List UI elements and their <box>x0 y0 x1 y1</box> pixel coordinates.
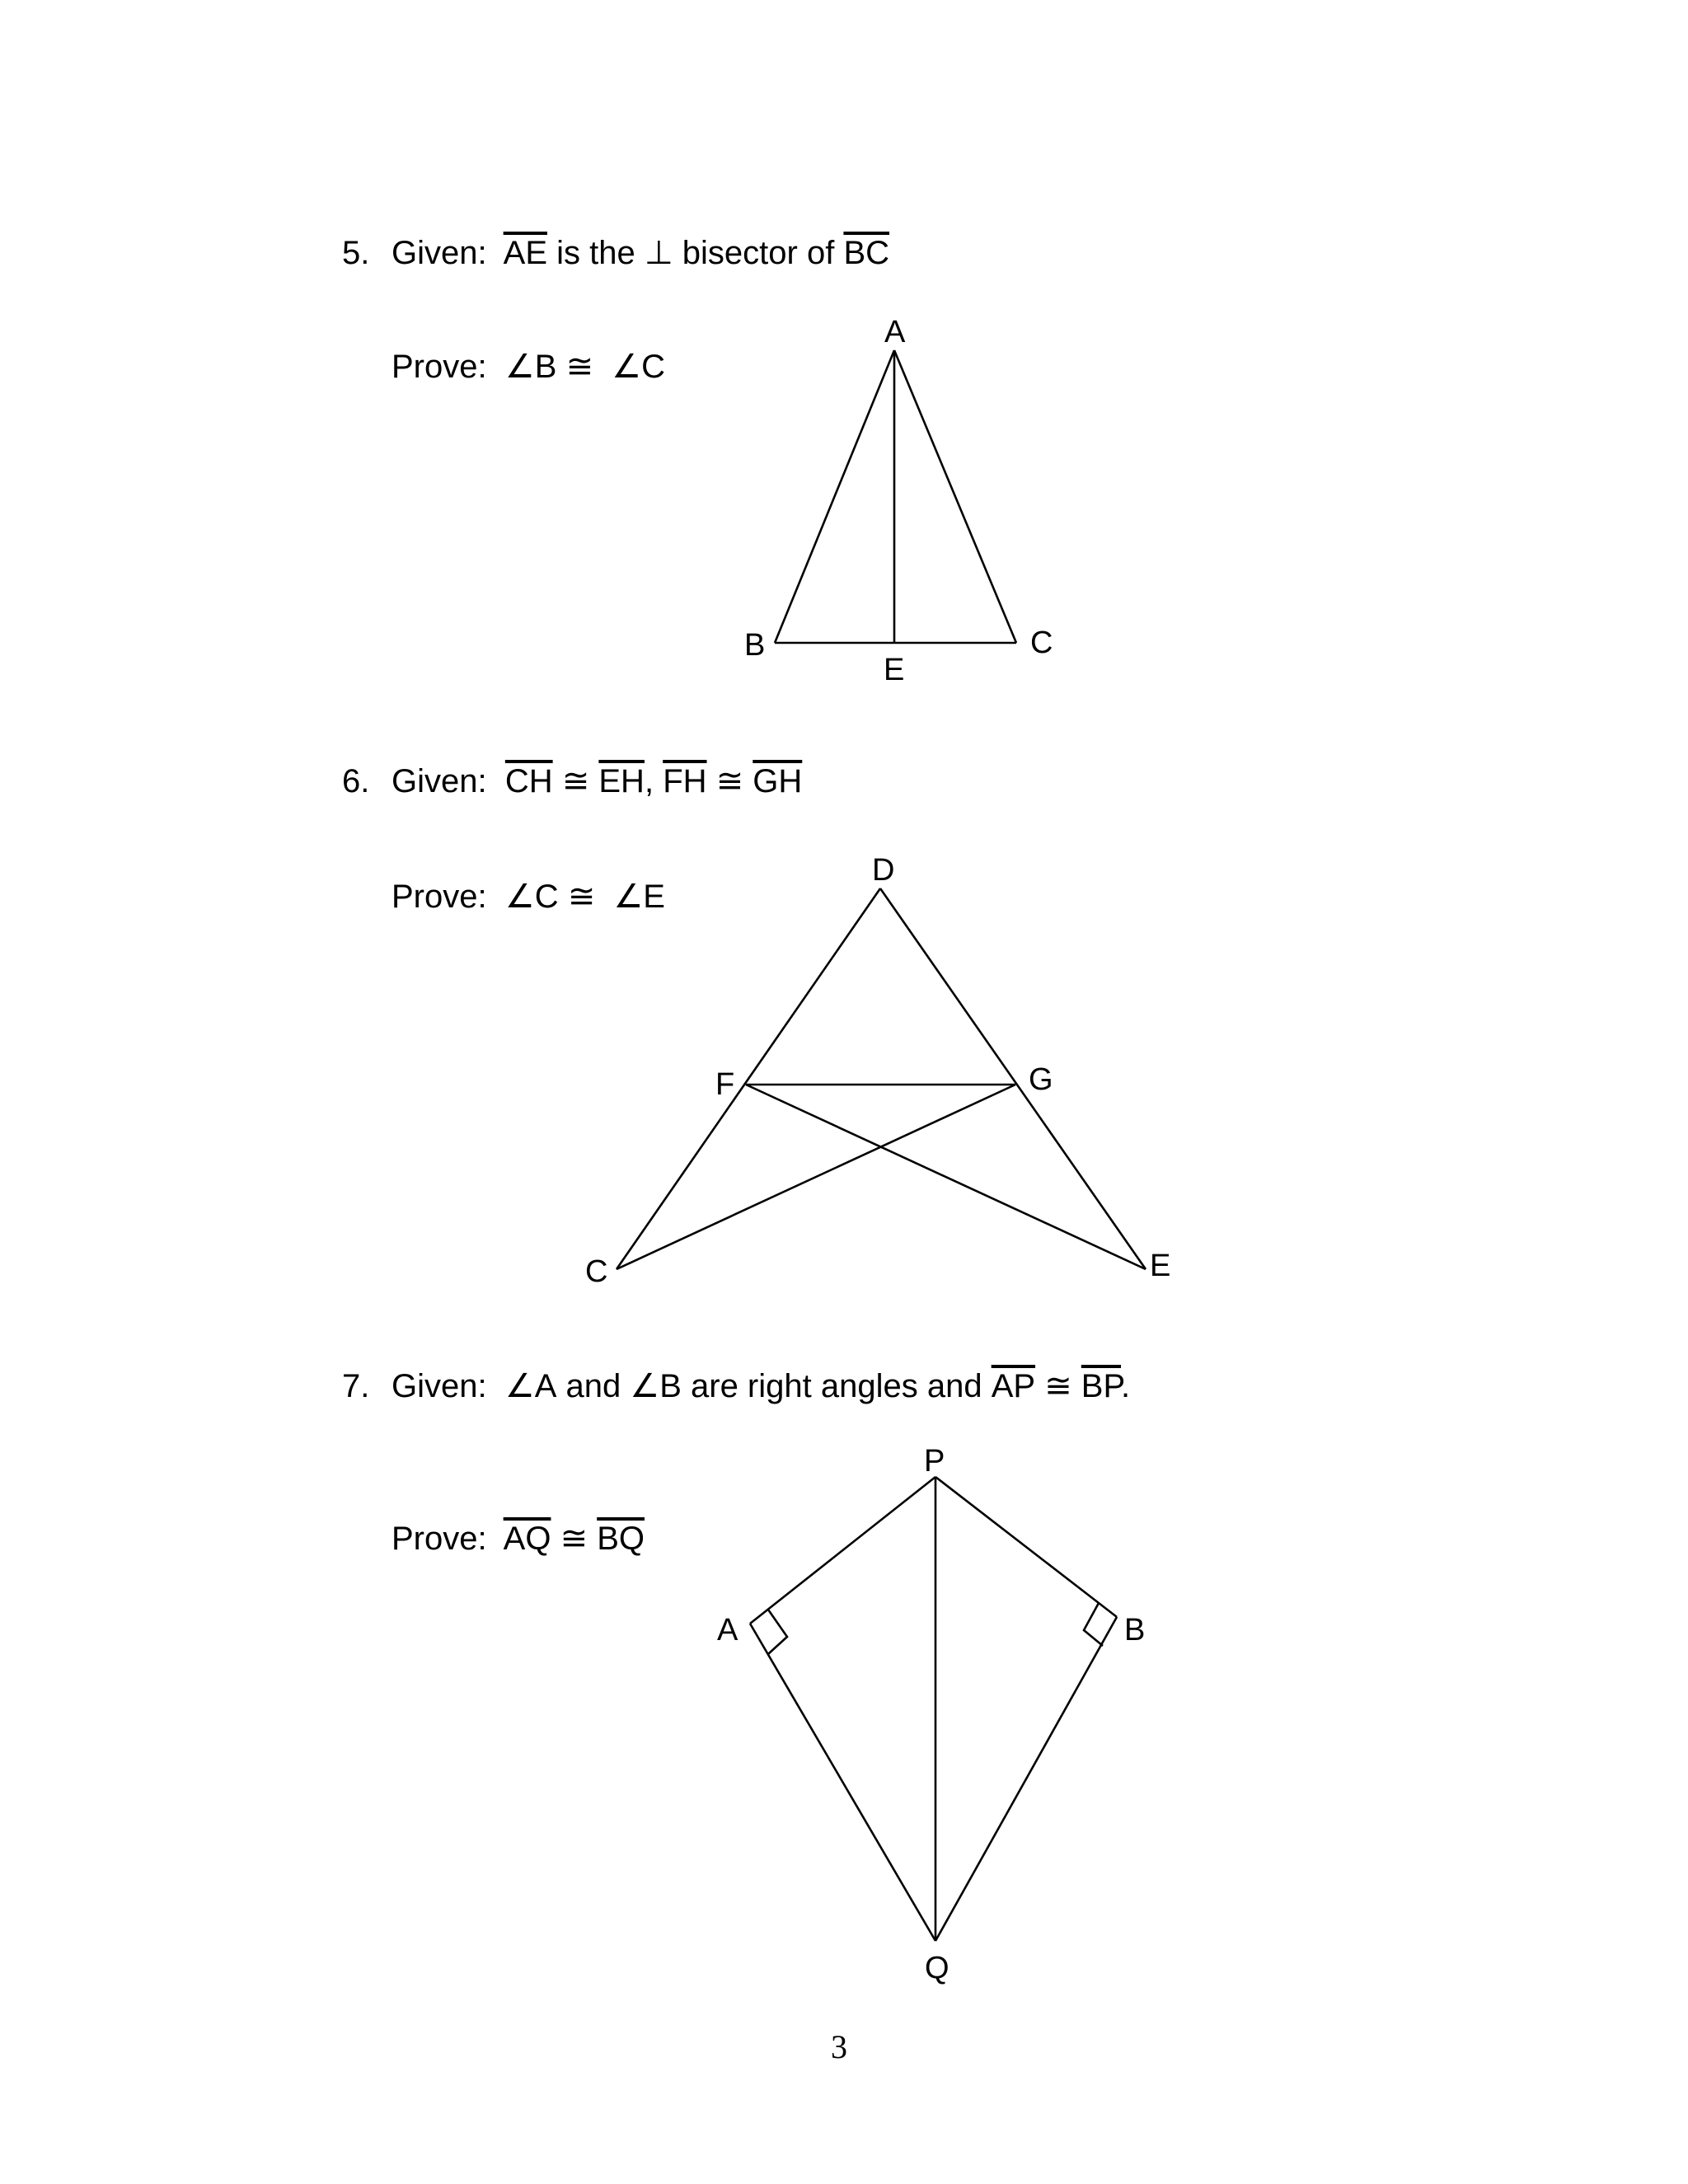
page-number: 3 <box>831 2028 847 2065</box>
problem-number: 6. <box>342 763 370 799</box>
segment-PA <box>750 1477 935 1624</box>
prove-label: Prove: <box>392 879 487 915</box>
statement-text: is the ⊥ bisector of <box>547 235 844 271</box>
segment-name: $\overline{AE}$ <box>503 235 547 271</box>
statement-text: , <box>644 763 663 799</box>
segment-name: $\overline{CH}$ <box>504 763 553 799</box>
vertex-label-E: E <box>1150 1249 1171 1283</box>
vertex-label-G: G <box>1029 1062 1053 1097</box>
segment-name: $\overline{AP}$ <box>991 1368 1036 1404</box>
statement-text: ≅ <box>552 763 599 799</box>
vertex-label-A: A <box>884 315 906 349</box>
segment-name: $\overline{BP}$ <box>1081 1368 1121 1404</box>
statement-text: ∠A and ∠B are right angles and <box>504 1368 992 1404</box>
right-angle-marker-A <box>768 1610 787 1654</box>
prove-label: Prove: <box>392 349 487 385</box>
right-angle-marker-B <box>1084 1603 1103 1646</box>
segment-name: $\overline{GH}$ <box>753 763 803 799</box>
given-label: Given: <box>392 1368 487 1404</box>
segment-AQ <box>750 1624 935 1941</box>
vertex-label-A: A <box>717 1613 738 1647</box>
vertex-label-B: B <box>744 628 766 663</box>
given-label: Given: <box>392 235 487 271</box>
statement-text: ∠B ≅ ∠C <box>504 349 665 385</box>
given-label: Given: <box>392 763 487 799</box>
vertex-label-P: P <box>924 1444 945 1479</box>
vertex-label-E: E <box>884 653 905 687</box>
vertex-label-C: C <box>585 1254 608 1289</box>
statement-text: ∠C ≅ ∠E <box>504 879 665 915</box>
segment-BQ <box>935 1617 1117 1941</box>
vertex-label-B: B <box>1124 1613 1146 1647</box>
segment-name: $\overline{EH}$ <box>598 763 645 799</box>
statement-text: ≅ <box>1035 1368 1081 1404</box>
vertex-label-C: C <box>1030 626 1053 660</box>
statement-text: . <box>1121 1368 1131 1404</box>
segment-name: $\overline{AQ}$ <box>503 1521 551 1557</box>
problem-number: 5. <box>342 235 370 271</box>
segment-name: $\overline{BC}$ <box>843 235 890 271</box>
segment-name: $\overline{BQ}$ <box>597 1521 645 1557</box>
vertex-label-Q: Q <box>925 1951 950 1985</box>
problem-number: 7. <box>342 1368 370 1404</box>
vertex-label-F: F <box>715 1067 735 1102</box>
segment-PB <box>935 1477 1117 1617</box>
vertex-label-D: D <box>872 853 895 888</box>
statement-text: ≅ <box>551 1521 598 1557</box>
segment-name: $\overline{FH}$ <box>663 763 707 799</box>
statement-text: ≅ <box>706 763 753 799</box>
prove-label: Prove: <box>392 1521 487 1557</box>
